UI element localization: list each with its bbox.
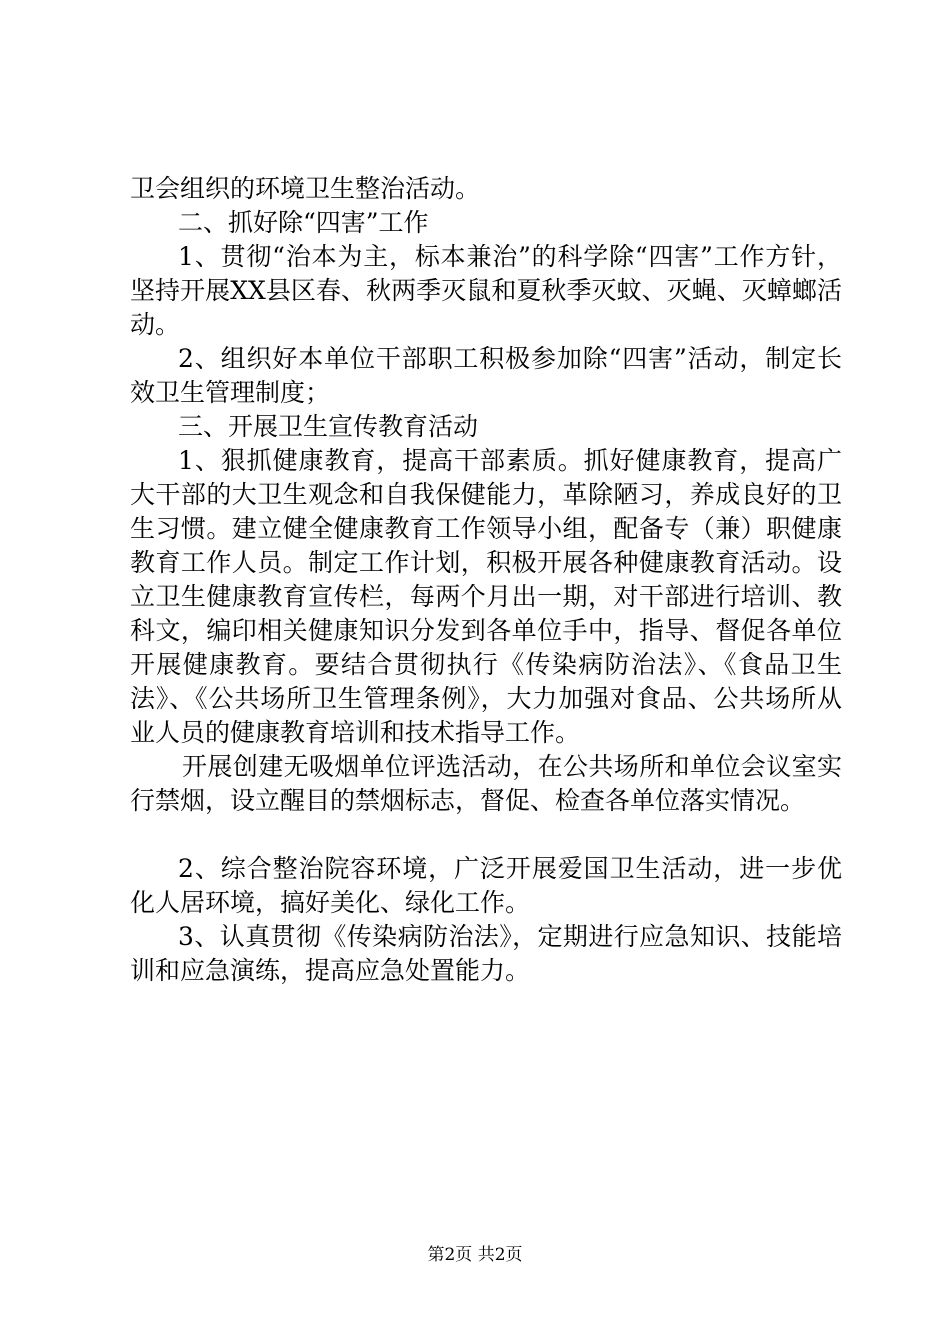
paragraph-gap: [130, 818, 842, 852]
paragraph-staff-participation: 2、组织好本单位干部职工积极参加除“四害”活动，制定长效卫生管理制度；: [130, 344, 842, 407]
paragraph-environment: 2、综合整治院容环境，广泛开展爱国卫生活动，进一步优化人居环境，搞好美化、绿化工作。: [130, 854, 842, 917]
paragraph-emergency-training: 3、认真贯彻《传染病防治法》，定期进行应急知识、技能培训和应急演练，提高应急处置能力。: [130, 922, 842, 985]
paragraph-continuation: 卫会组织的环境卫生整治活动。: [130, 174, 481, 203]
paragraph-health-education: 1、狠抓健康教育，提高干部素质。抓好健康教育，提高广大干部的大卫生观念和自我保健能力，革除陋习，养成良好的卫生习惯。建立健全健康教育工作领导小组，配备专（兼）职健康教育工作人员。制定工作计划，积极开展各种健康教育活动。设立卫生健康教育宣传栏，每两个月出一期，对干部进行培训、教科文，编印相关健康知识分发到各单位手中，指导、督促各单位开展健康教育。要结合贯彻执行《传染病防治法》、《食品卫生法》、《公共场所卫生管理条例》，大力加强对食品、公共场所从业人员的健康教育培训和技术指导工作。: [130, 446, 842, 747]
paragraph-no-smoking: 开展创建无吸烟单位评选活动，在公共场所和单位会议室实行禁烟，设立醒目的禁烟标志，督促、检查各单位落实情况。: [130, 752, 842, 815]
section-heading-pest-control: 二、抓好除“四害”工作: [178, 208, 429, 237]
section-heading-health-education: 三、开展卫生宣传教育活动: [178, 412, 479, 441]
document-body: [130, 172, 842, 988]
page-number-footer: 第2页 共2页: [427, 1245, 523, 1265]
paragraph-pest-policy: 1、贯彻“治本为主，标本兼治”的科学除“四害”工作方针，坚持开展XX县区春、秋两季灭鼠和夏秋季灭蚊、灭蝇、灭蟑螂活动。: [130, 242, 842, 339]
